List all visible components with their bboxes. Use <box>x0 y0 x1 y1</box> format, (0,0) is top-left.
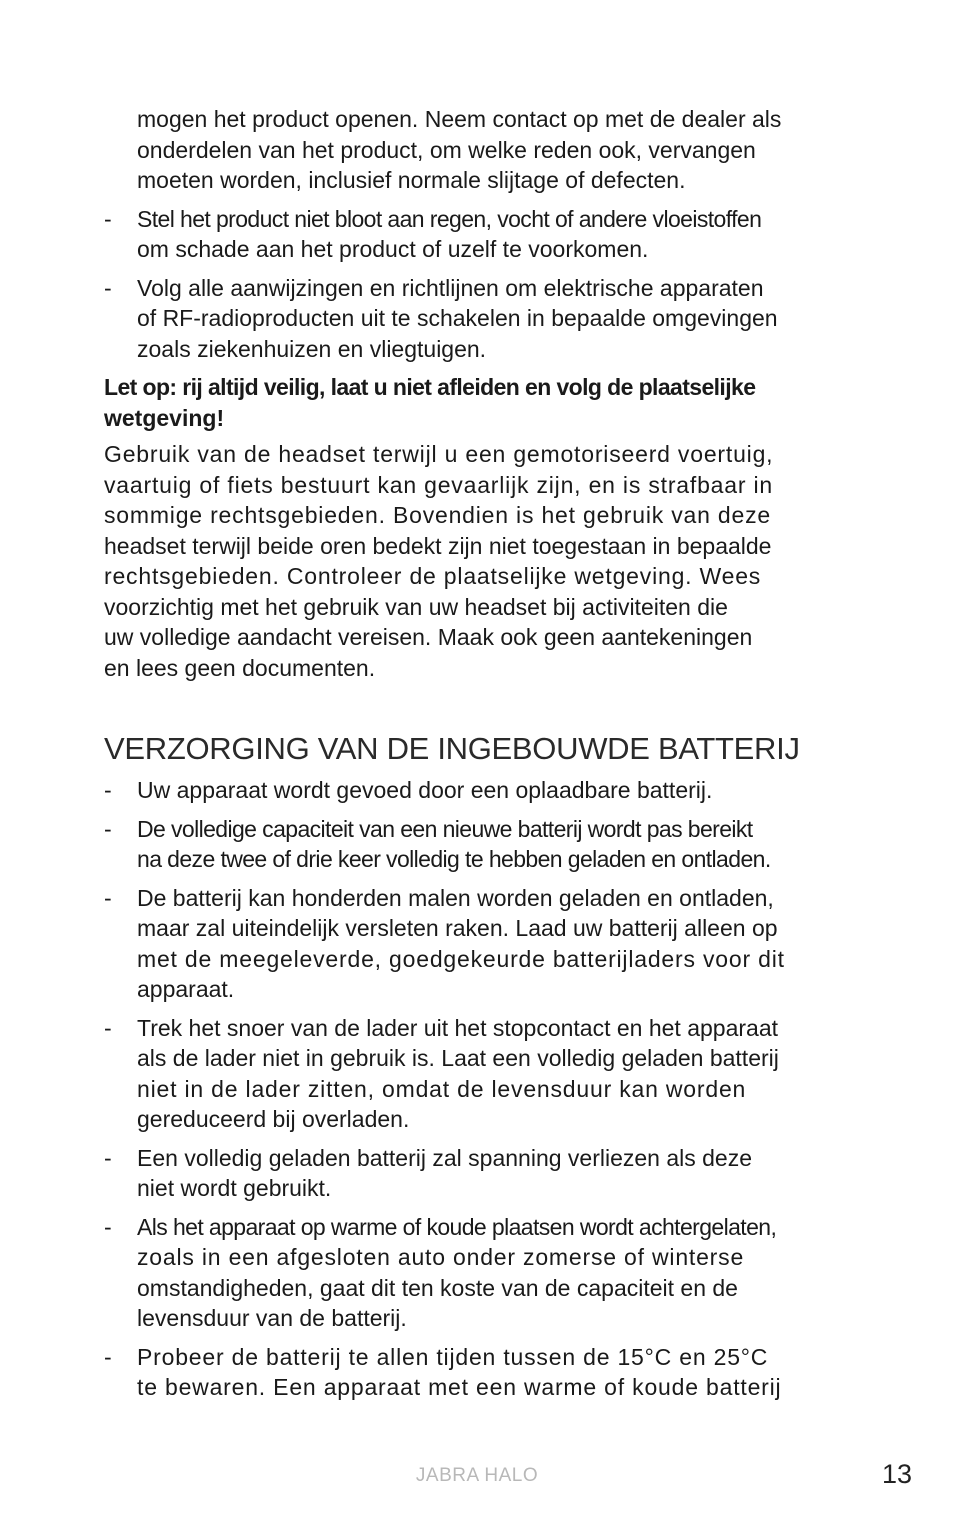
list-item <box>104 883 854 1005</box>
text-line: Volg alle aanwijzingen en richtlijnen om elektrische apparaten <box>137 274 764 301</box>
text-line: Probeer de batterij te allen tijden tussen de 15°C en 25°C <box>137 1343 769 1370</box>
text-line: te bewaren. Een apparaat met een warme of koude batterij <box>137 1374 782 1400</box>
text-line: apparaat. <box>137 976 235 1002</box>
text-line: De batterij kan honderden malen worden geladen en ontladen, <box>137 884 774 911</box>
text-line: na deze twee of drie keer volledig te hebben geladen en ontladen. <box>137 846 771 872</box>
list-item <box>104 1143 854 1204</box>
text-line: uw volledige aandacht vereisen. Maak ook geen aantekeningen <box>104 624 753 650</box>
text-line: als de lader niet in gebruik is. Laat een volledig geladen batterij <box>137 1045 779 1071</box>
text-line: om schade aan het product of uzelf te voorkomen. <box>137 236 649 262</box>
continuation-text <box>104 104 854 196</box>
list-item <box>104 204 854 265</box>
text-line: zoals in een afgesloten auto onder zomerse of winterse <box>137 1244 745 1270</box>
text-line: wetgeving! <box>104 404 225 431</box>
text-line: niet wordt gebruikt. <box>137 1175 332 1201</box>
text-line: Let op: rij altijd veilig, laat u niet afleiden en volg de plaatselijke <box>104 374 756 400</box>
list-item <box>104 1212 854 1334</box>
text-line: voorzichtig met het gebruik van uw headset bij activiteiten die <box>104 593 728 620</box>
list-item <box>104 273 854 365</box>
list-item <box>104 1342 854 1403</box>
text-line: Stel het product niet bloot aan regen, vocht of andere vloeistoffen <box>137 205 762 232</box>
section-heading: VERZORGING VAN DE INGEBOUWDE BATTERIJ <box>104 731 800 766</box>
bullet-dash: - <box>104 815 112 842</box>
text-line: Gebruik van de headset terwijl u een gemotoriseerd voertuig, <box>104 441 774 467</box>
text-line: gereduceerd bij overladen. <box>137 1106 410 1132</box>
body-paragraph <box>104 439 854 683</box>
bullet-dash: - <box>104 274 112 301</box>
text-line: en lees geen documenten. <box>104 654 376 681</box>
document-page <box>104 104 854 1403</box>
text-line: moeten worden, inclusief normale slijtage of defecten. <box>137 167 686 193</box>
text-line: De volledige capaciteit van een nieuwe batterij wordt pas bereikt <box>137 815 753 842</box>
list-item <box>104 775 854 806</box>
text-line: zoals ziekenhuizen en vliegtuigen. <box>137 335 487 362</box>
text-line: Een volledig geladen batterij zal spanning verliezen als deze <box>137 1144 753 1171</box>
text-line: niet in de lader zitten, omdat de levensduur kan worden <box>137 1075 747 1102</box>
text-line: omstandigheden, gaat dit ten koste van de capaciteit en de <box>137 1274 738 1301</box>
text-line: headset terwijl beide oren bedekt zijn niet toegestaan in bepaalde <box>104 532 772 559</box>
bullet-dash: - <box>104 777 112 803</box>
text-line: mogen het product openen. Neem contact op met de dealer als <box>137 106 782 132</box>
text-line: onderdelen van het product, om welke reden ook, vervangen <box>137 136 756 163</box>
bullet-dash: - <box>104 884 112 911</box>
bullet-dash: - <box>104 1343 112 1370</box>
text-line: levensduur van de batterij. <box>137 1305 407 1331</box>
text-line: vaartuig of fiets bestuurt kan gevaarlijk zijn, en is strafbaar in <box>104 471 773 498</box>
page-number: 13 <box>881 1459 912 1489</box>
text-line: rechtsgebieden. Controleer de plaatselijke wetgeving. Wees <box>104 563 762 589</box>
list-item <box>104 814 854 875</box>
bullet-dash: - <box>104 205 112 232</box>
bullet-dash: - <box>104 1144 112 1171</box>
warning-text <box>104 372 854 433</box>
text-line: Trek het snoer van de lader uit het stopcontact en het apparaat <box>137 1014 779 1041</box>
list-item <box>104 1013 854 1135</box>
text-line: of RF-radioproducten uit te schakelen in bepaalde omgevingen <box>137 305 778 331</box>
footer-title: JABRA HALO <box>415 1465 539 1486</box>
text-line: Als het apparaat op warme of koude plaatsen wordt achtergelaten, <box>137 1213 777 1240</box>
text-line: met de meegeleverde, goedgekeurde batterijladers voor dit <box>137 945 785 972</box>
text-line: Uw apparaat wordt gevoed door een oplaadbare batterij. <box>137 777 713 803</box>
bullet-dash: - <box>104 1014 112 1041</box>
text-line: maar zal uiteindelijk versleten raken. Laad uw batterij alleen op <box>137 915 778 941</box>
text-line: sommige rechtsgebieden. Bovendien is het gebruik van deze <box>104 502 771 528</box>
bullet-dash: - <box>104 1213 112 1240</box>
